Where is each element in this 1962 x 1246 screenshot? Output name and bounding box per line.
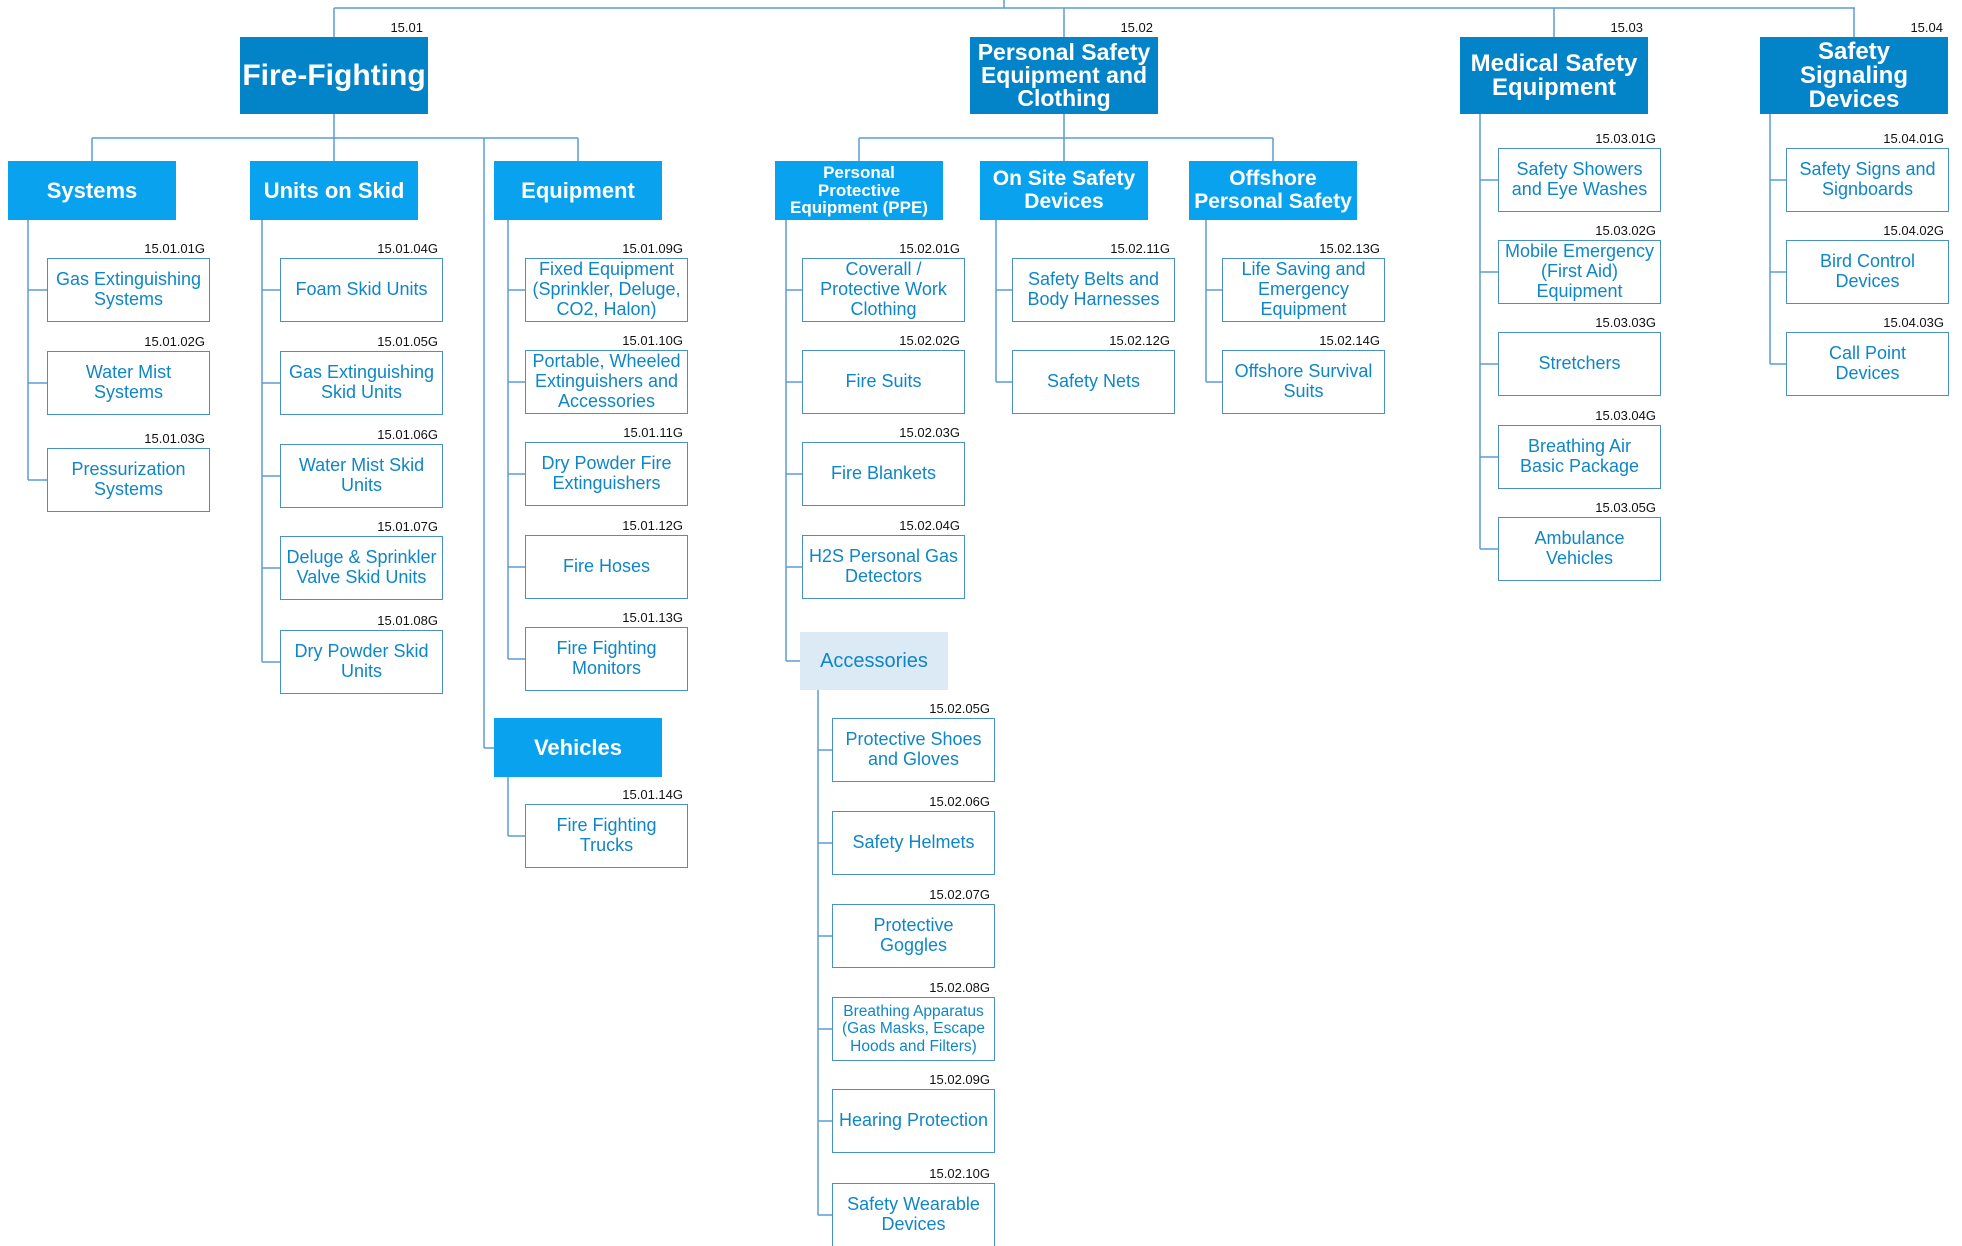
wbs-code-label: 15.04.01G bbox=[1883, 131, 1944, 146]
wbs-code-label: 15.02.14G bbox=[1319, 333, 1380, 348]
wbs-node-label: Stretchers bbox=[1538, 353, 1621, 374]
wbs-code-label: 15.01.01G bbox=[144, 241, 205, 256]
wbs-node-l0106 bbox=[280, 444, 443, 508]
wbs-node-label: Safety Signaling Devices bbox=[1800, 37, 1908, 113]
wbs-code-label: 15.02.01G bbox=[899, 241, 960, 256]
wbs-node-label: On Site Safety Devices bbox=[992, 167, 1136, 213]
wbs-node-label: Protective Shoes and Gloves bbox=[845, 729, 982, 769]
wbs-node-label: Pressurization Systems bbox=[71, 459, 186, 499]
wbs-code-label: 15.01.12G bbox=[622, 518, 683, 533]
wbs-node-label: Medical Safety Equipment bbox=[1470, 49, 1638, 101]
wbs-node-label: Offshore Survival Suits bbox=[1234, 361, 1373, 401]
wbs-code-label: 15.01.08G bbox=[377, 613, 438, 628]
wbs-code-label: 15.03.02G bbox=[1595, 223, 1656, 238]
wbs-node-label: Bird Control Devices bbox=[1819, 251, 1916, 291]
wbs-node-l0210 bbox=[832, 1183, 995, 1246]
wbs-node-l0205 bbox=[832, 718, 995, 782]
wbs-node-label: Vehicles bbox=[533, 734, 623, 760]
wbs-code-label: 15.03.03G bbox=[1595, 315, 1656, 330]
wbs-code-label: 15.01.13G bbox=[622, 610, 683, 625]
wbs-code-label: 15.02.11G bbox=[1110, 241, 1170, 256]
wbs-node-label: Call Point Devices bbox=[1828, 343, 1907, 383]
wbs-node-label: Foam Skid Units bbox=[295, 279, 428, 300]
wbs-code-label: 15.01 bbox=[390, 20, 423, 35]
wbs-node-label: Safety Nets bbox=[1046, 371, 1141, 392]
wbs-node-l0214 bbox=[1222, 350, 1385, 414]
wbs-node-label: Safety Helmets bbox=[852, 832, 975, 853]
wbs-node-l0303 bbox=[1498, 332, 1661, 396]
wbs-code-label: 15.02.08G bbox=[929, 980, 990, 995]
wbs-node-l0202 bbox=[802, 350, 965, 414]
wbs-node-label: Equipment bbox=[521, 177, 635, 203]
wbs-code-label: 15.02.09G bbox=[929, 1072, 990, 1087]
wbs-node-l0114 bbox=[525, 804, 688, 868]
wbs-node-l0401 bbox=[1786, 148, 1949, 212]
wbs-node-label: Breathing Apparatus (Gas Masks, Escape Hoods and Filters) bbox=[842, 1003, 985, 1055]
wbs-node-label: Safety Signs and Signboards bbox=[1799, 159, 1936, 199]
wbs-node-eqp bbox=[494, 161, 662, 220]
wbs-code-label: 15.02.02G bbox=[899, 333, 960, 348]
wbs-code-label: 15.03 bbox=[1610, 20, 1643, 35]
wbs-node-label: Personal Safety Equipment and Clothing bbox=[977, 39, 1151, 111]
wbs-node-label: Fire Suits bbox=[845, 371, 922, 392]
wbs-code-label: 15.01.03G bbox=[144, 431, 205, 446]
wbs-node-uos bbox=[250, 161, 418, 220]
wbs-node-label: Fixed Equipment (Sprinkler, Deluge, CO2, Halon) bbox=[532, 259, 681, 319]
wbs-node-ops bbox=[1189, 161, 1357, 220]
wbs-code-label: 15.03.05G bbox=[1595, 500, 1656, 515]
wbs-node-l0305 bbox=[1498, 517, 1661, 581]
wbs-code-label: 15.01.10G bbox=[622, 333, 683, 348]
wbs-node-l0207 bbox=[832, 904, 995, 968]
wbs-node-l0302 bbox=[1498, 240, 1661, 304]
wbs-node-l0211 bbox=[1012, 258, 1175, 322]
wbs-node-osd bbox=[980, 161, 1148, 220]
wbs-node-l0111 bbox=[525, 442, 688, 506]
wbs-node-l0301 bbox=[1498, 148, 1661, 212]
wbs-code-label: 15.02.07G bbox=[929, 887, 990, 902]
wbs-node-sys bbox=[8, 161, 176, 220]
wbs-code-label: 15.02.13G bbox=[1319, 241, 1380, 256]
wbs-code-label: 15.01.02G bbox=[144, 334, 205, 349]
wbs-node-l0105 bbox=[280, 351, 443, 415]
wbs-code-label: 15.02.12G bbox=[1109, 333, 1170, 348]
wbs-node-l0209 bbox=[832, 1089, 995, 1153]
wbs-node-label: Portable, Wheeled Extinguishers and Accessories bbox=[532, 351, 681, 411]
wbs-node-label: Dry Powder Fire Extinguishers bbox=[541, 453, 672, 493]
wbs-node-ppe bbox=[970, 37, 1158, 114]
wbs-node-label: Fire Hoses bbox=[562, 556, 651, 577]
wbs-node-label: Safety Belts and Body Harnesses bbox=[1027, 269, 1160, 309]
wbs-code-label: 15.04.02G bbox=[1883, 223, 1944, 238]
wbs-code-label: 15.01.07G bbox=[377, 519, 438, 534]
wbs-node-l0402 bbox=[1786, 240, 1949, 304]
wbs-node-ff bbox=[240, 37, 428, 114]
wbs-node-label: Gas Extinguishing Systems bbox=[55, 269, 202, 309]
wbs-node-label: Offshore Personal Safety bbox=[1194, 167, 1352, 213]
wbs-node-label: Fire Fighting Monitors bbox=[556, 638, 657, 678]
wbs-node-l0112 bbox=[525, 535, 688, 599]
wbs-node-acc bbox=[800, 632, 948, 690]
wbs-node-l0403 bbox=[1786, 332, 1949, 396]
wbs-code-label: 15.02 bbox=[1120, 20, 1153, 35]
wbs-code-label: 15.01.11G bbox=[623, 425, 683, 440]
wbs-node-l0110 bbox=[525, 350, 688, 414]
wbs-node-label: Fire Fighting Trucks bbox=[556, 815, 657, 855]
wbs-node-label: Gas Extinguishing Skid Units bbox=[288, 362, 435, 402]
wbs-code-label: 15.02.06G bbox=[929, 794, 990, 809]
wbs-node-l0104 bbox=[280, 258, 443, 322]
wbs-node-l0101 bbox=[47, 258, 210, 322]
wbs-node-label: Protective Goggles bbox=[873, 915, 954, 955]
wbs-code-label: 15.02.05G bbox=[929, 701, 990, 716]
wbs-node-label: Coverall / Protective Work Clothing bbox=[820, 259, 947, 319]
wbs-node-label: Dry Powder Skid Units bbox=[294, 641, 429, 681]
wbs-code-label: 15.01.14G bbox=[622, 787, 683, 802]
wbs-node-label: Ambulance Vehicles bbox=[1534, 528, 1625, 568]
wbs-node-label: Safety Wearable Devices bbox=[847, 1194, 980, 1234]
wbs-node-sig bbox=[1760, 37, 1948, 114]
wbs-node-label: Units on Skid bbox=[263, 177, 405, 203]
wbs-code-label: 15.04 bbox=[1910, 20, 1943, 35]
wbs-node-l0204 bbox=[802, 535, 965, 599]
wbs-code-label: 15.01.09G bbox=[622, 241, 683, 256]
wbs-node-label: Safety Showers and Eye Washes bbox=[1511, 159, 1648, 199]
wbs-code-label: 15.02.10G bbox=[929, 1166, 990, 1181]
wbs-node-ppe2 bbox=[775, 161, 943, 220]
wbs-node-l0213 bbox=[1222, 258, 1385, 322]
wbs-node-label: Life Saving and Emergency Equipment bbox=[1241, 259, 1366, 319]
wbs-code-label: 15.02.03G bbox=[899, 425, 960, 440]
wbs-node-l0103 bbox=[47, 448, 210, 512]
wbs-node-l0113 bbox=[525, 627, 688, 691]
wbs-node-l0203 bbox=[802, 442, 965, 506]
wbs-node-l0212 bbox=[1012, 350, 1175, 414]
wbs-node-label: Fire Blankets bbox=[830, 463, 937, 484]
wbs-node-label: Personal Protective Equipment (PPE) bbox=[790, 162, 928, 218]
wbs-code-label: 15.04.03G bbox=[1883, 315, 1944, 330]
wbs-code-label: 15.01.05G bbox=[377, 334, 438, 349]
wbs-code-label: 15.01.04G bbox=[377, 241, 438, 256]
wbs-node-l0201 bbox=[802, 258, 965, 322]
wbs-node-label: Water Mist Skid Units bbox=[298, 455, 425, 495]
wbs-node-label: Mobile Emergency (First Aid) Equipment bbox=[1504, 241, 1655, 301]
wbs-node-med bbox=[1460, 37, 1648, 114]
wbs-code-label: 15.03.04G bbox=[1595, 408, 1656, 423]
wbs-node-label: Fire-Fighting bbox=[242, 58, 426, 92]
wbs-node-label: Breathing Air Basic Package bbox=[1519, 436, 1640, 476]
wbs-node-label: Accessories bbox=[820, 649, 928, 672]
wbs-node-label: H2S Personal Gas Detectors bbox=[808, 546, 959, 586]
wbs-node-l0109 bbox=[525, 258, 688, 322]
wbs-node-l0206 bbox=[832, 811, 995, 875]
wbs-node-label: Systems bbox=[46, 177, 138, 203]
wbs-node-label: Water Mist Systems bbox=[85, 362, 172, 402]
wbs-node-l0208 bbox=[832, 997, 995, 1061]
wbs-node-l0102 bbox=[47, 351, 210, 415]
wbs-node-label: Deluge & Sprinkler Valve Skid Units bbox=[286, 547, 437, 587]
wbs-node-l0107 bbox=[280, 536, 443, 600]
wbs-code-label: 15.03.01G bbox=[1595, 131, 1656, 146]
wbs-node-veh bbox=[494, 718, 662, 777]
wbs-node-l0304 bbox=[1498, 425, 1661, 489]
wbs-code-label: 15.02.04G bbox=[899, 518, 960, 533]
wbs-node-label: Hearing Protection bbox=[838, 1110, 989, 1131]
wbs-node-l0108 bbox=[280, 630, 443, 694]
wbs-code-label: 15.01.06G bbox=[377, 427, 438, 442]
